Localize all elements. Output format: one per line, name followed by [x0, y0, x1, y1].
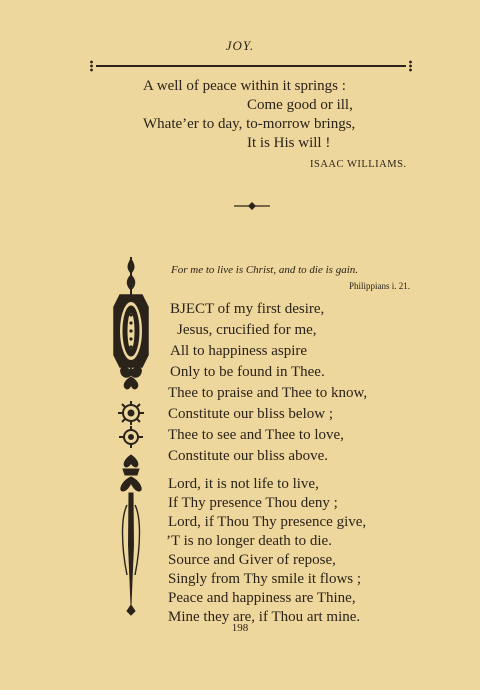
hymn-line: All to happiness aspire	[170, 343, 308, 359]
hymn-line: Only to be found in Thee.	[170, 364, 325, 380]
decorated-drop-cap	[110, 255, 152, 617]
poem-line: Come good or ill,	[247, 97, 353, 113]
hymn-line: Jesus, crucified for me,	[177, 322, 317, 338]
head-rule	[96, 65, 406, 67]
hymn-line: ’T is no longer death to die.	[166, 533, 332, 549]
hymn-line: Thee to praise and Thee to know,	[168, 385, 368, 401]
hymn-line: Lord, if Thou Thy presence give,	[168, 514, 367, 530]
hymn-line: Mine they are, if Thou art mine.	[168, 609, 361, 625]
poem-line: Whate’er to day, to-morrow brings,	[143, 116, 356, 132]
hymn-line: BJECT of my first desire,	[170, 301, 325, 317]
hymn-line: Constitute our bliss above.	[168, 448, 328, 464]
poem-author: ISAAC WILLIAMS.	[310, 159, 407, 170]
page-number: 198	[231, 622, 249, 634]
hymn-line: If Thy presence Thou deny ;	[168, 495, 338, 511]
ornamental-divider	[234, 201, 270, 211]
epigraph-text: For me to live is Christ, and to die is gain.	[171, 264, 358, 276]
hymn-line: Lord, it is not life to live,	[168, 476, 319, 492]
running-head: JOY.	[225, 38, 255, 53]
hymn-line: Singly from Thy smile it flows ;	[168, 571, 362, 587]
poem-line: A well of peace within it springs :	[143, 78, 346, 94]
hymn-line: Constitute our bliss below ;	[168, 406, 333, 422]
hymn-line: Source and Giver of repose,	[168, 552, 336, 568]
epigraph-reference: Philippians i. 21.	[349, 281, 411, 291]
poem-line: It is His will !	[247, 135, 331, 151]
hymn-line: Thee to see and Thee to love,	[168, 427, 344, 443]
hymn-line: Peace and happiness are Thine,	[168, 590, 356, 606]
